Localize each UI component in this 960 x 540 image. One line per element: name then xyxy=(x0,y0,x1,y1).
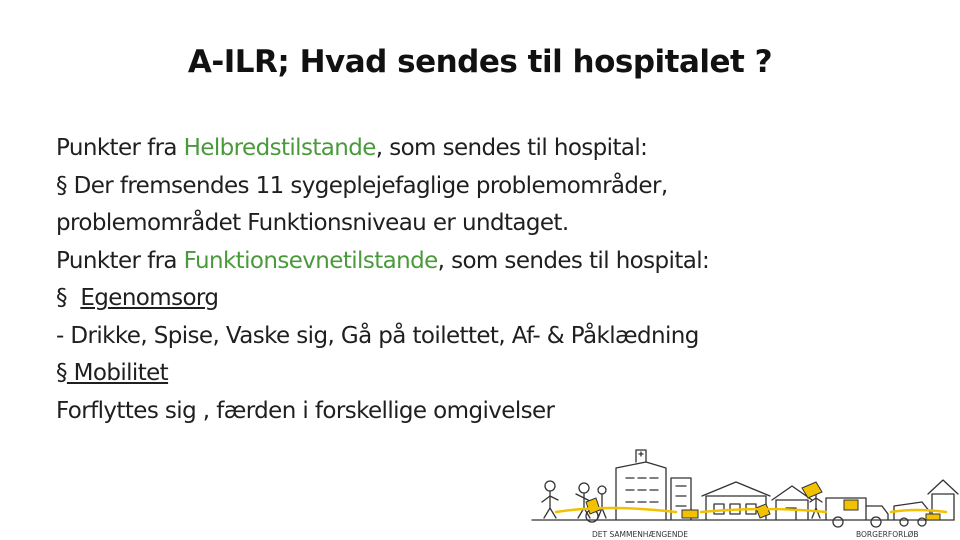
borgerforloeb-illustration xyxy=(526,438,960,540)
illustration-caption-right: BORGERFORLØB xyxy=(856,530,919,539)
line-1-pre: Punkter fra xyxy=(56,135,184,161)
line-4-post: , som sendes til hospital: xyxy=(437,247,710,274)
funktionsevnetilstande-term: Funktionsevnetilstande xyxy=(183,247,438,274)
slide-body xyxy=(56,130,936,430)
body-line-6: - Drikke, Spise, Vaske sig, Gå på toilettet, Af- & Påklædning xyxy=(56,322,699,349)
slide-title: A-ILR; Hvad sendes til hospitalet ? xyxy=(187,44,773,80)
body-line-8: Forflyttes sig , færden i forskellige omgivelser xyxy=(56,397,555,424)
body-line-3: problemområdet Funktionsniveau er undtaget. xyxy=(56,210,569,236)
bullet-egenomsorg: § xyxy=(56,285,74,311)
body-line-5 xyxy=(56,280,936,318)
helbredstilstande-term: Helbredstilstande xyxy=(183,135,376,161)
body-line-2: § Der fremsendes 11 sygeplejefaglige problemområder, xyxy=(56,172,668,199)
mobilitet-heading: Mobilitet xyxy=(66,360,169,386)
egenomsorg-heading: Egenomsorg xyxy=(80,285,219,311)
body-line-1 xyxy=(56,130,936,168)
body-line-7 xyxy=(56,355,936,393)
body-line-4 xyxy=(56,243,936,281)
line-4-pre: Punkter fra xyxy=(56,247,184,274)
illustration-caption-left: DET SAMMENHÆNGENDE xyxy=(592,530,689,539)
bullet-mobilitet: § xyxy=(56,360,67,386)
line-1-post: , som sendes til hospital: xyxy=(375,135,648,161)
